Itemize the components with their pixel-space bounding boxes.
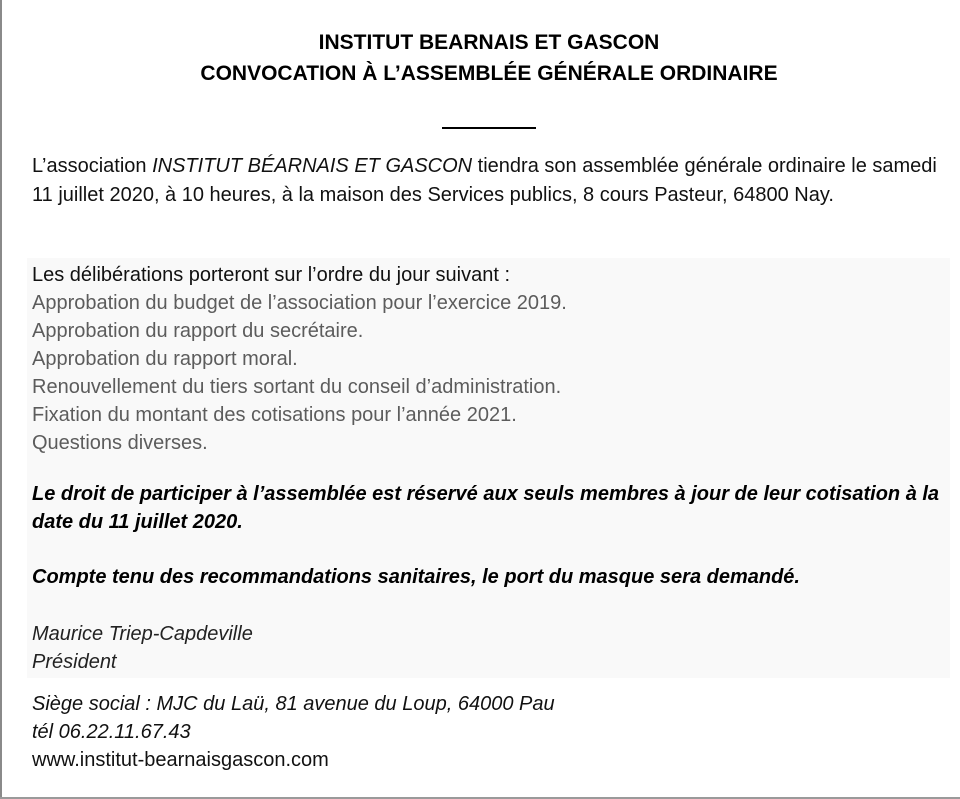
membership-notice: Le droit de participer à l’assemblée est réservé aux seuls membres à jour de leur cotisation à la date du 11 juillet 2020.	[32, 483, 940, 533]
intro-paragraph	[32, 152, 947, 209]
title-divider	[442, 127, 536, 129]
agenda-item: Approbation du rapport moral.	[32, 348, 298, 370]
head-office-address: Siège social : MJC du Laü, 81 avenue du Loup, 64000 Pau	[32, 693, 555, 715]
signature-block	[32, 620, 253, 676]
agenda-intro: Les délibérations porteront sur l’ordre du jour suivant :	[32, 264, 511, 286]
agenda-item: Approbation du rapport du secrétaire.	[32, 320, 364, 342]
agenda-item: Renouvellement du tiers sortant du conseil d’administration.	[32, 376, 562, 398]
intro-suffix: tiendra son assemblée générale ordinaire le samedi 11 juillet 2020, à 10 heures, à la maison des Services publics, 8 cours Pasteur, 64800 Nay.	[32, 155, 937, 206]
intro-organization-name: INSTITUT BÉARNAIS ET GASCON	[152, 155, 473, 177]
agenda-item: Questions diverses.	[32, 432, 208, 454]
signatory-role: Président	[32, 651, 117, 673]
title-organization: INSTITUT BEARNAIS ET GASCON	[318, 31, 660, 54]
sanitary-notice: Compte tenu des recommandations sanitaires, le port du masque sera demandé.	[32, 566, 800, 588]
signatory-name: Maurice Triep-Capdeville	[32, 623, 253, 645]
agenda-item: Approbation du budget de l’association pour l’exercice 2019.	[32, 292, 567, 314]
document-title	[0, 27, 960, 89]
agenda-section	[32, 261, 932, 457]
left-border	[0, 0, 2, 799]
agenda-item: Fixation du montant des cotisations pour l’année 2021.	[32, 404, 517, 426]
contact-footer	[32, 690, 555, 774]
phone-number: tél 06.22.11.67.43	[32, 721, 191, 743]
intro-prefix: L’association	[32, 155, 153, 177]
title-convocation: CONVOCATION À L’ASSEMBLÉE GÉNÉRALE ORDINAIRE	[200, 62, 778, 85]
website-link[interactable]: www.institut-bearnaisgascon.com	[32, 749, 329, 771]
